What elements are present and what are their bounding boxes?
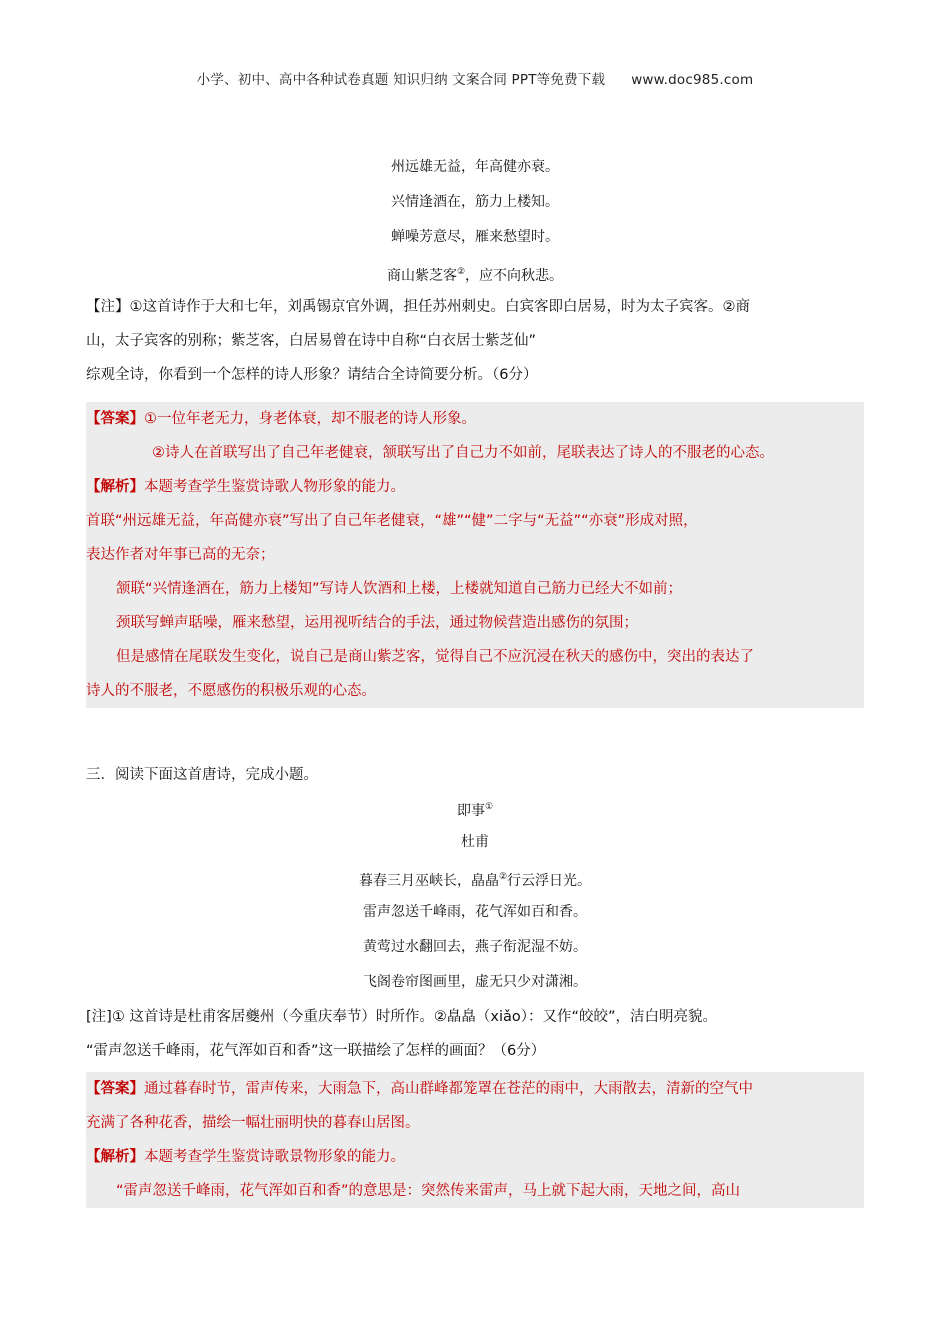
page-header [0,68,950,88]
header-text: 小学、初中、高中各种试卷真题 知识归纳 文案合同 PPT等免费下载 [196,72,606,88]
note-line: 【注】①这首诗作于大和七年，刘禹锡京官外调，担任苏州刺史。白宾客即白居易，时为太子宾客。②商 [86,299,750,315]
poem-line: 暮春三月巫峡长，皛皛②行云浮日光。 [358,872,592,889]
analysis-line: 颈联写蝉声聒噪，雁来愁望，运用视听结合的手法，通过物候营造出感伤的氛围； [116,615,638,631]
analysis-line: 颔联“兴情逢酒在，筋力上楼知”写诗人饮酒和上楼，上楼就知道自己筋力已经大不如前； [116,581,683,597]
analysis-line: 首联“州远雄无益，年高健亦衰”写出了自己年老健衰，“雄”“健”二字与“无益”“亦衰”形成对照， [86,513,698,529]
poem-line: 雷声忽送千峰雨，花气浑如百和香。 [363,904,587,920]
answer-line: 【答案】①一位年老无力，身老体衰，却不服老的诗人形象。 [86,411,476,427]
question-2: “雷声忽送千峰雨，花气浑如百和香”这一联描绘了怎样的画面？（6分） [86,1043,546,1059]
answer-line: 【答案】通过暮春时节，雷声传来，大雨急下，高山群峰都笼罩在苍茫的雨中，大雨散去，清新的空气中 [86,1081,753,1097]
note-line: 山，太子宾客的别称；紫芝客，白居易曾在诗中自称“白衣居士紫芝仙” [86,333,537,349]
answer-line: 充满了各种花香，描绘一幅壮丽明快的暮春山居图。 [86,1115,420,1131]
analysis-line: 诗人的不服老，不愿感伤的积极乐观的心态。 [86,683,376,699]
poem-line-last: 商山紫芝客②，应不向秋悲。 [386,267,564,284]
analysis-line: “雷声忽送千峰雨，花气浑如百和香”的意思是：突然传来雷声，马上就下起大雨，天地之间，高山 [116,1183,741,1199]
note-line: [注]① 这首诗是杜甫客居夔州（今重庆奉节）时所作。②皛皛（xiǎo）：又作“皎皎”，洁白明亮貌。 [86,1009,718,1025]
poem-title: 即事① [456,802,494,819]
analysis-line: 但是感情在尾联发生变化，说自己是商山紫芝客，觉得自己不应沉浸在秋天的感伤中，突出的表达了 [116,649,754,665]
answer-block-1 [86,402,864,708]
note-1 [86,290,866,392]
analysis-line: 【解析】本题考查学生鉴赏诗歌人物形象的能力。 [86,479,405,495]
header-site: www.doc985.com [631,72,754,88]
note-2 [86,1000,866,1068]
poem-line: 蝉噪芳意尽，雁来愁望时。 [391,229,559,245]
poem-line: 兴情逢酒在，筋力上楼知。 [391,194,559,210]
poem-author: 杜甫 [461,834,489,850]
answer-line: ②诗人在首联写出了自己年老健衰，颔联写出了自己力不如前，尾联表达了诗人的不服老的心态。 [152,445,774,461]
section-3-title: 三．阅读下面这首唐诗，完成小题。 [86,767,318,783]
poem-line: 黄莺过水翻回去，燕子衔泥湿不妨。 [363,939,587,955]
poem-line: 州远雄无益，年高健亦衰。 [391,159,559,175]
analysis-line: 表达作者对年事已高的无奈； [86,547,275,563]
analysis-line: 【解析】本题考查学生鉴赏诗歌景物形象的能力。 [86,1149,405,1165]
question-1: 综观全诗，你看到一个怎样的诗人形象？请结合全诗简要分析。（6分） [86,367,538,383]
poem-2 [0,790,950,1000]
poem-1 [0,150,950,290]
answer-block-2 [86,1072,864,1208]
poem-line: 飞阁卷帘图画里，虚无只少对潇湘。 [363,974,587,990]
